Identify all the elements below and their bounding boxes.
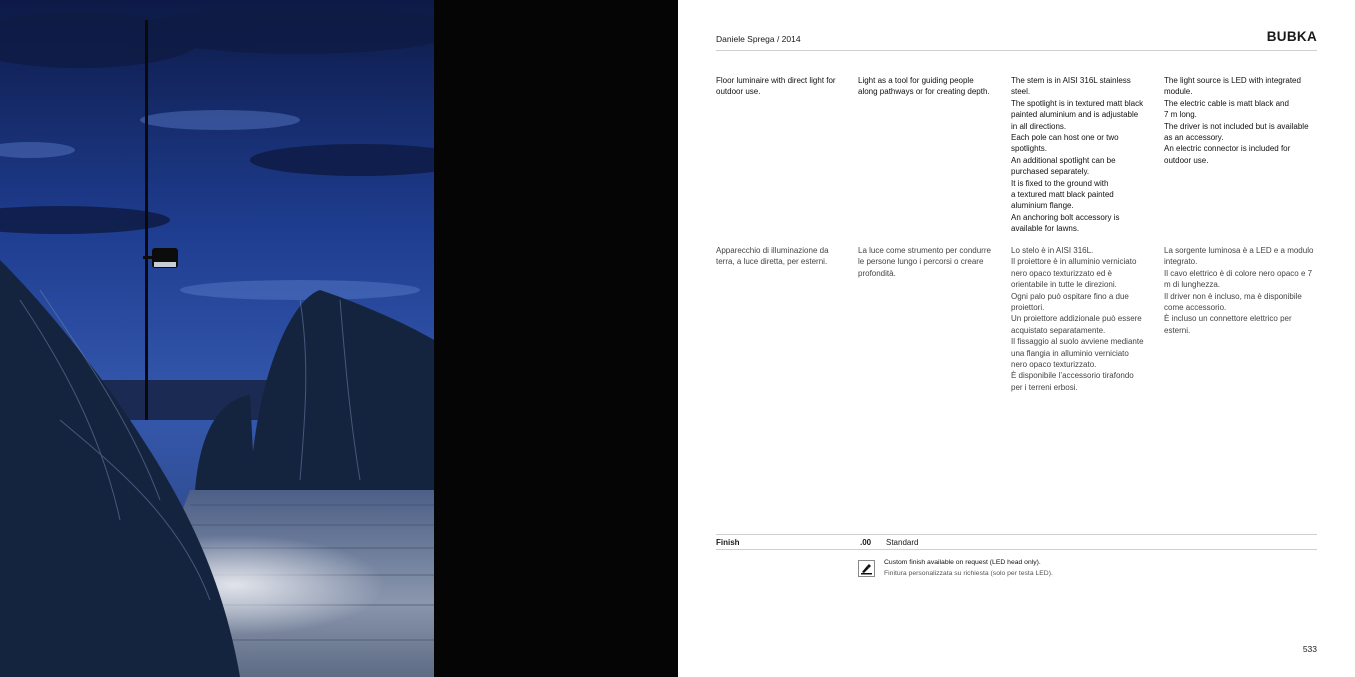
desc-it-col2: La luce come strumento per condurre le persone lungo i percorsi o creare profondità.: [858, 246, 991, 278]
desc-it-col4: La sorgente luminosa è a LED e a modulo integrato. Il cavo elettrico è di colore nero opaco e 7 m di lunghezza. Il driver non è incluso, ma è disponibile come accessorio. È incluso un connettore elettrico per esterni.: [1164, 246, 1314, 335]
product-photo: [0, 0, 434, 677]
finish-code: .00: [860, 538, 872, 547]
desc-en-col2: Light as a tool for guiding people along pathways or for creating depth.: [858, 76, 990, 97]
black-band: [434, 0, 678, 677]
custom-finish-it: Finitura personalizzata su richiesta (solo per testa LED).: [884, 570, 1053, 577]
paint-brush-glyph: [859, 561, 874, 576]
garden-night-scene: [0, 0, 434, 677]
page-number: 533: [1302, 644, 1317, 654]
desc-en-col4: The light source is LED with integrated module. The electric cable is matt black and 7 m long. The driver is not included but is available as an accessory. An electric connector is included for outdoor use.: [1164, 76, 1309, 165]
finish-row: [716, 534, 1317, 550]
desc-en-col1: Floor luminaire with direct light for outdoor use.: [716, 76, 836, 97]
finish-label: Finish: [716, 538, 740, 547]
designer-credit: Daniele Sprega / 2014: [716, 34, 801, 44]
page-header: [716, 28, 1317, 51]
custom-finish-en: Custom finish available on request (LED head only).: [884, 559, 1041, 566]
paint-brush-icon: [858, 560, 875, 577]
desc-en-col3: The stem is in AISI 316L stainless steel. The spotlight is in textured matt black painted aluminium and is adjustable in all directions. Each pole can host one or two spotlights. An additional spotlight can be purchased separately. It is fixed to the ground with a textured matt black painted aluminium flange. An anchoring bolt accessory is available for lawns.: [1011, 76, 1144, 234]
desc-it-col1: Apparecchio di illuminazione da terra, a luce diretta, per esterni.: [716, 246, 829, 267]
product-page: [678, 0, 1355, 677]
product-name: BUBKA: [1266, 29, 1317, 44]
finish-name: Standard: [886, 538, 919, 547]
desc-it-col3: Lo stelo è in AISI 316L. Il proiettore è in alluminio verniciato nero opaco texturizzato ed è orientabile in tutte le direzioni. Ogni palo può ospitare fino a due proiettori. Un proiettore addizionale può essere acquistato separatamente. Il fissaggio al suolo avviene mediante una flangia in alluminio verniciato nero opaco texturizzato. È disponibile l’accessorio tirafondo per i terreni erbosi.: [1011, 246, 1144, 392]
